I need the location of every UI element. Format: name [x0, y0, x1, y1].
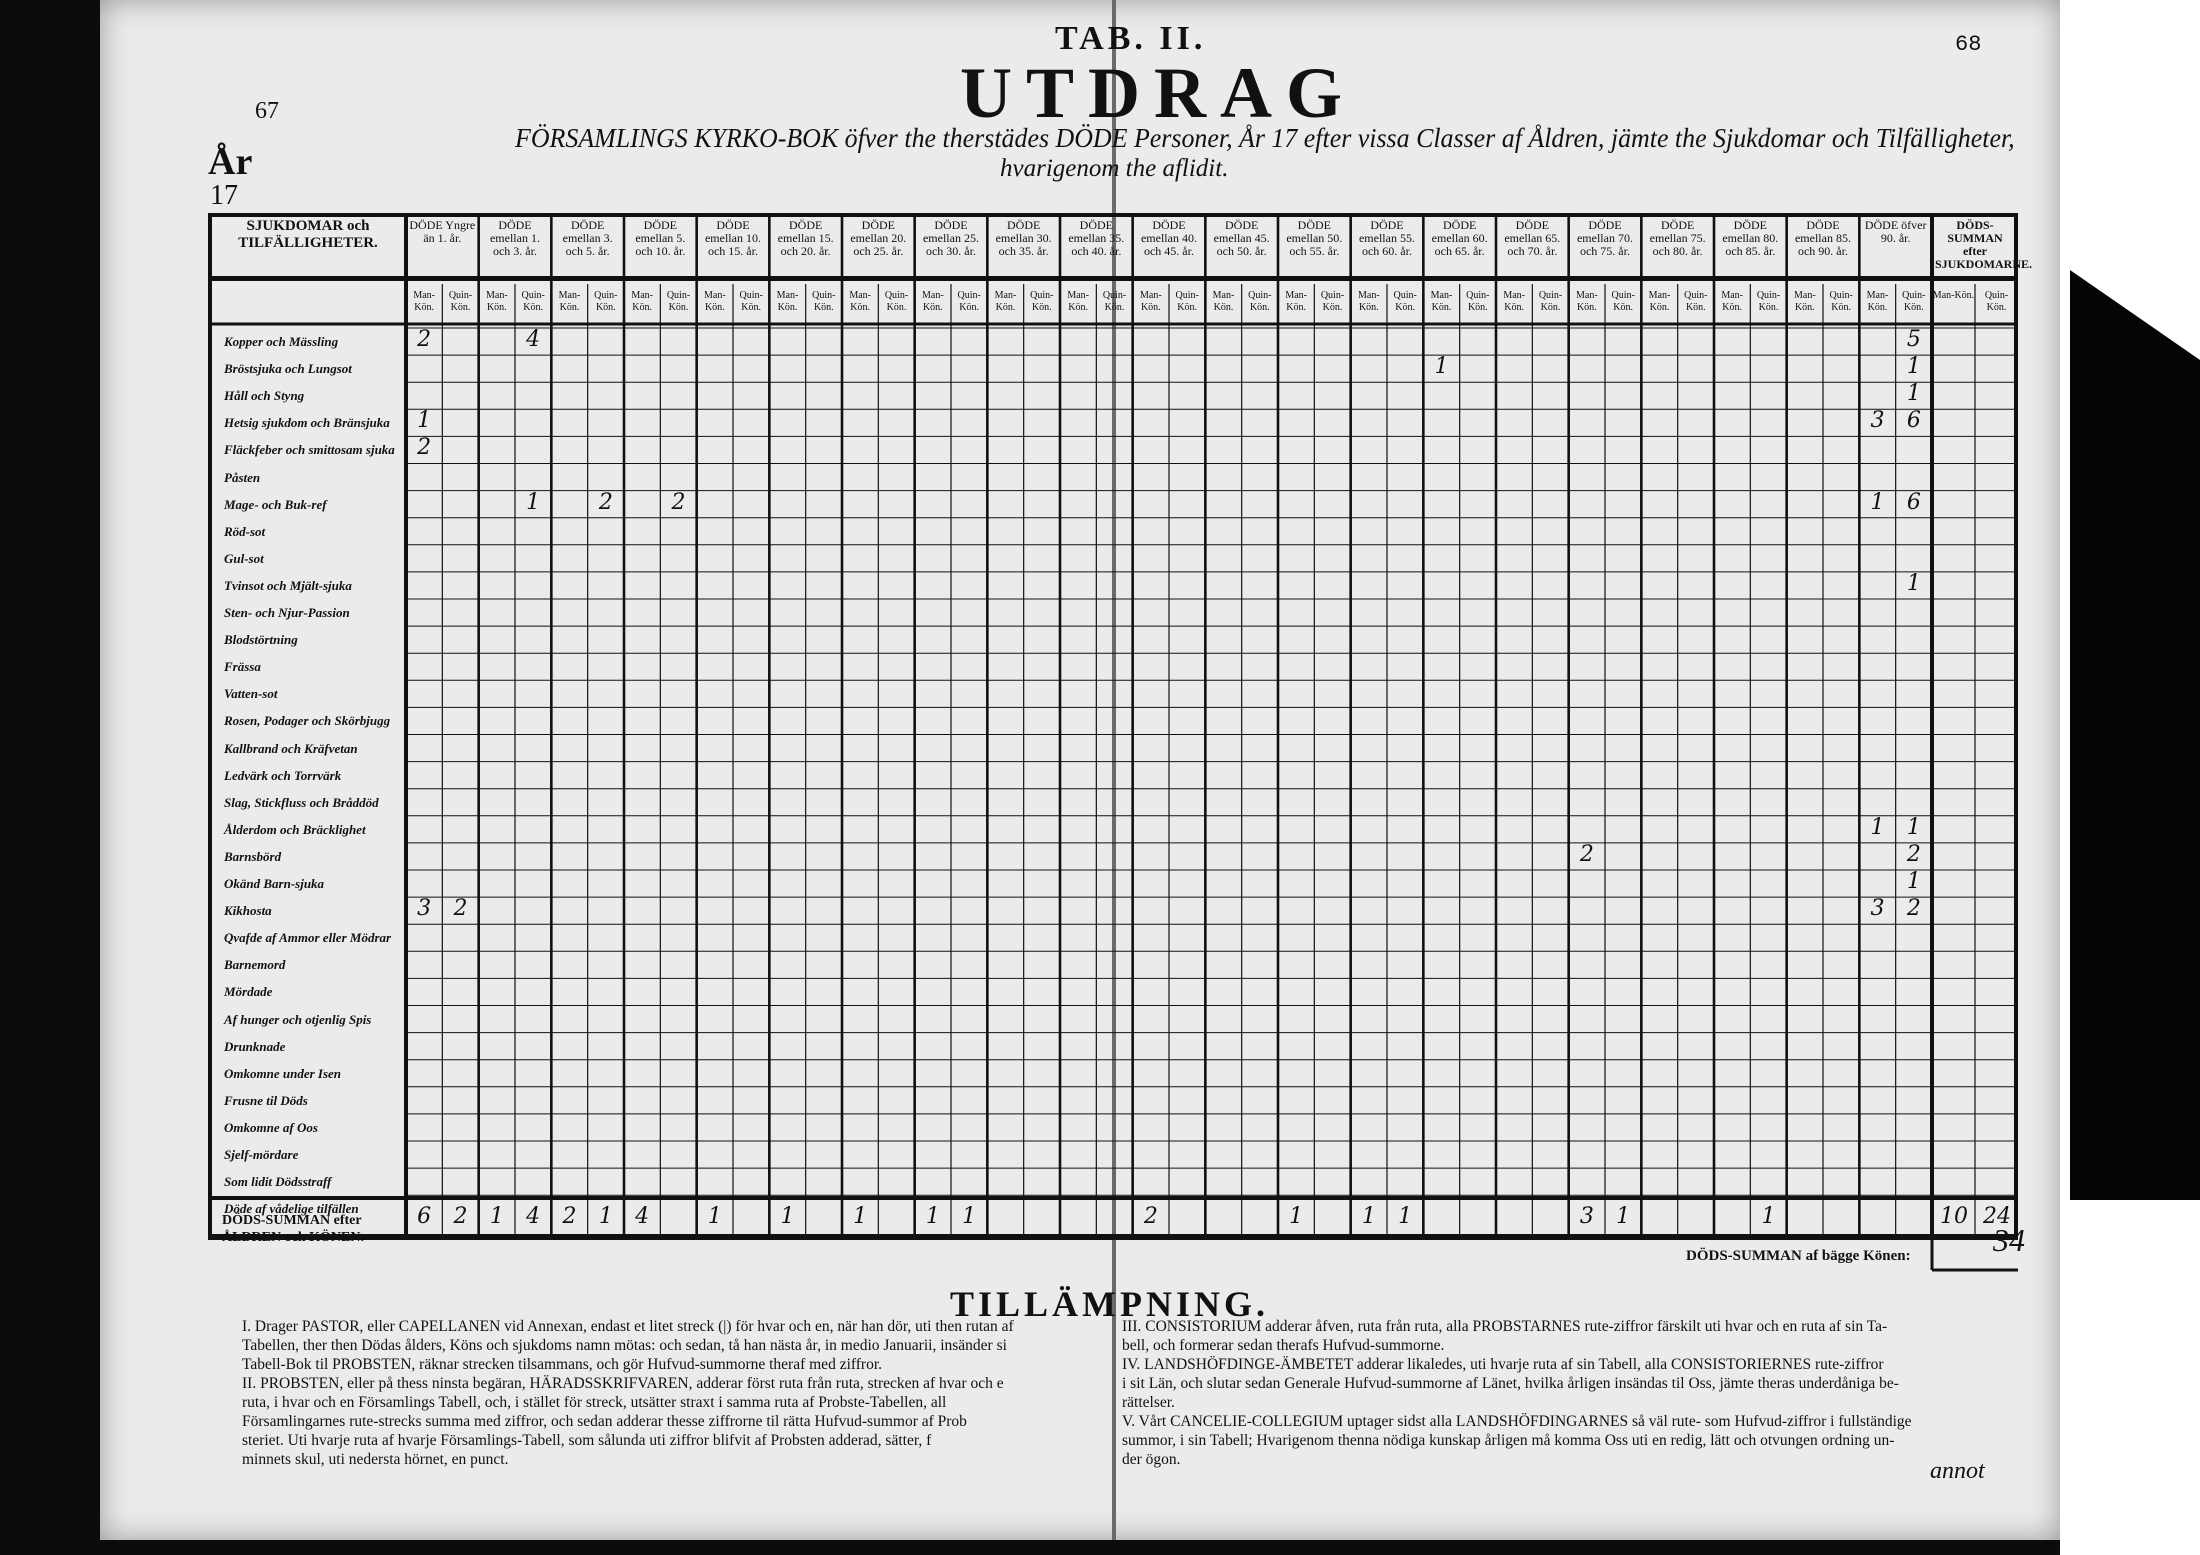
disease-row-label: Vatten-sot	[224, 686, 278, 702]
sex-subheader-female: Quin-Kön.	[521, 290, 545, 313]
cell-entry: 2	[598, 489, 613, 515]
age-column-header: DÖDE emellan 3. och 5. år.	[562, 218, 613, 258]
sex-subheader-male: Man-Kön.	[1357, 290, 1380, 313]
disease-row-label: Bröstsjuka och Lungsot	[224, 361, 352, 377]
column-total-value: 2	[453, 1204, 468, 1229]
sex-subheader-female: Quin-Kön.	[1984, 290, 2009, 313]
cell-entry: 1	[1906, 869, 1921, 894]
disease-row-label: Af hunger och otjenlig Spis	[224, 1011, 372, 1027]
sex-subheader-male: Man-Kön.	[1285, 290, 1307, 313]
disease-row-label: Kopper och Mässling	[224, 334, 339, 349]
sex-subheader-female: Quin-Kön.	[1320, 290, 1345, 313]
cell-entry: 2	[1906, 896, 1921, 922]
disease-row-label: Mage- och Buk-ref	[224, 496, 327, 512]
column-total-value: 2	[1143, 1204, 1158, 1229]
cell-entry: 2	[453, 896, 468, 922]
sex-subheader-female: Quin-Kön.	[1248, 290, 1272, 313]
sum-column-header: DÖDS-SUMMAN efter SJUKDOMARNE.	[1935, 218, 2033, 271]
age-column-header: DÖDE emellan 50. och 55. år.	[1286, 218, 1343, 258]
disease-row-label: Påsten	[224, 469, 261, 485]
column-total-value: 1	[1398, 1204, 1413, 1229]
disease-row-label: Qvafde af Ammor eller Mödrar	[224, 930, 392, 946]
cell-entry: 2	[417, 327, 432, 352]
column-total-value: 6	[417, 1204, 432, 1229]
page-title: UTDRAG	[960, 53, 1357, 133]
disease-column-header: SJUKDOMAR och TILFÄLLIGHETER.	[238, 218, 378, 251]
sex-subheader-male: Man-Kön.	[1866, 290, 1889, 313]
sex-subheader-male: Man-Kön.	[921, 290, 944, 313]
sex-subheader-male: Man-Kön.	[1067, 290, 1089, 313]
table-number: TAB. II.	[1055, 20, 1207, 57]
disease-row-label: Kallbrand och Kräfvetan	[224, 740, 358, 756]
sex-subheader-male: Man-Kön.	[1932, 290, 1975, 301]
sex-subheader-female: Quin-Kön.	[739, 290, 763, 313]
column-total-value: 1	[1616, 1204, 1631, 1229]
age-column-header: DÖDE emellan 1. och 3. år.	[489, 218, 540, 258]
column-total-value: 4	[526, 1204, 541, 1229]
disease-row-label: Frusne til Döds	[224, 1092, 308, 1108]
column-total-value: 1	[707, 1204, 722, 1229]
disease-row-label: Gul-sot	[224, 550, 264, 566]
sex-subheader-female: Quin-Kön.	[1538, 290, 1563, 313]
sex-subheader-male: Man-Kön.	[1503, 290, 1525, 313]
sum-total-male: 10	[1940, 1204, 1968, 1229]
column-total-value: 1	[598, 1204, 613, 1229]
age-column-header: DÖDE emellan 65. och 70. år.	[1504, 218, 1561, 258]
disease-row-label: Sten- och Njur-Passion	[224, 605, 350, 620]
disease-row-label: Som lidit Dödsstraff	[224, 1174, 332, 1190]
disease-row-label: Ålderdom och Bräcklighet	[224, 821, 366, 837]
age-column-header: DÖDE emellan 45. och 50. år.	[1213, 218, 1270, 258]
disease-row-label: Barnemord	[224, 957, 286, 973]
disease-row-label: Kikhosta	[224, 903, 272, 919]
disease-row-label: Omkomne under Isen	[224, 1065, 342, 1081]
cell-entry: 2	[1579, 841, 1594, 867]
year-value: 17	[210, 180, 238, 211]
age-column-header: DÖDE emellan 35. och 40. år.	[1068, 218, 1125, 258]
cell-entry: 1	[1870, 814, 1885, 840]
sex-subheader-male: Man-Kön.	[1212, 290, 1235, 313]
subtitle-line-1: FÖRSAMLINGS KYRKO-BOK öfver the therstädes DÖDE Personer, År 17 efter vissa Classer af Åldren, jämte the Sjukdomar och Tilfälligheter,	[515, 123, 2015, 153]
column-total-value: 1	[925, 1204, 940, 1229]
instruction-line: rättelser.	[1122, 1394, 1175, 1411]
disease-row-label: Rosen, Podager och Skörbjugg	[224, 713, 391, 729]
instruction-line: summor, i sin Tabell; Hvarigenom thenna nödiga kunskap årligen må komma Oss uti en redig, lätt och otvungen ordning un-	[1122, 1432, 1895, 1449]
cell-entry: 3	[417, 896, 432, 922]
age-column-header: DÖDE emellan 75. och 80. år.	[1649, 218, 1706, 258]
age-column-header: DÖDE emellan 10. och 15. år.	[704, 218, 761, 258]
age-column-header: DÖDE emellan 85. och 90. år.	[1794, 218, 1851, 258]
disease-row-label: Okänd Barn-sjuka	[224, 876, 325, 891]
sex-subheader-male: Man-Kön.	[485, 290, 508, 313]
sum-total-female: 24	[1983, 1204, 2011, 1229]
instruction-line: minnets skul, uti nedersta hörnet, en punct.	[242, 1451, 509, 1468]
sex-subheader-female: Quin-Kön.	[1102, 290, 1127, 313]
age-column-header: DÖDE emellan 20. och 25. år.	[850, 218, 907, 258]
sex-subheader-female: Quin-Kön.	[448, 290, 473, 313]
column-total-value: 1	[962, 1204, 977, 1229]
sex-subheader-male: Man-Kön.	[1139, 290, 1162, 313]
age-column-header: DÖDE emellan 5. och 10. år.	[635, 218, 686, 258]
cell-entry: 5	[1906, 327, 1921, 352]
page-number-left: 67	[255, 98, 279, 124]
disease-row-label: Barnsbörd	[224, 848, 282, 864]
disease-row-label: Fläckfeber och smittosam sjuka	[224, 442, 395, 458]
sex-subheader-female: Quin-Kön.	[1902, 290, 1926, 313]
disease-row-label: Slag, Stickfluss och Bråddöd	[224, 794, 379, 810]
age-column-header: DÖDE emellan 55. och 60. år.	[1358, 218, 1415, 258]
sex-subheader-male: Man-Kön.	[1575, 290, 1598, 313]
sex-subheader-male: Man-Kön.	[413, 290, 435, 313]
instruction-line: Tabell-Bok til PROBSTEN, räknar strecken tilsammans, och gör Hufvud-summorne theraf med ziffror.	[242, 1356, 883, 1373]
grand-total-label: DÖDS-SUMMAN af bägge Könen:	[1686, 1248, 1911, 1264]
instruction-line: II. PROBSTEN, eller på thess ninsta begäran, HÄRADSSKRIFVAREN, adderar först ruta från ruta, strecken af hvar och e	[242, 1375, 1004, 1392]
disease-row-label: Röd-sot	[224, 523, 266, 539]
sex-subheader-male: Man-Kön.	[849, 290, 871, 313]
sex-subheader-male: Man-Kön.	[776, 290, 799, 313]
disease-row-label: Hetsig sjukdom och Bränsjuka	[224, 415, 390, 431]
sex-subheader-male: Man-Kön.	[558, 290, 581, 313]
age-column-header: DÖDE emellan 40. och 45. år.	[1140, 218, 1197, 258]
instruction-line: V. Vårt CANCELIE-COLLEGIUM uptager sidst alla LANDSHÖFDINGARNES så väl rute- som Hufvud-ziffror i fullständige	[1122, 1413, 1912, 1430]
disease-row-label: Ledvärk och Torrvärk	[224, 767, 342, 783]
disease-row-label: Blodstörtning	[224, 632, 298, 648]
disease-row-label: Tvinsot och Mjält-sjuka	[224, 577, 352, 593]
age-column-header: DÖDE emellan 30. och 35. år.	[995, 218, 1052, 258]
sex-subheader-female: Quin-Kön.	[1393, 290, 1417, 313]
instruction-line: ruta, i hvar och en Församlings Tabell, och, i stället för streck, utsätter straxt i samma ruta af Probste-Tabellen, all	[242, 1394, 947, 1411]
cell-entry: 1	[1906, 570, 1921, 596]
cell-entry: 2	[671, 489, 686, 515]
cell-entry: 1	[1434, 354, 1449, 380]
sex-subheader-female: Quin-Kön.	[1466, 290, 1490, 313]
instruction-line: Tabellen, ther then Dödas ålders, Köns och sjukdoms namn mötas: och sedan, tå han nästa år, in medio Januarii, insänder si	[242, 1337, 1007, 1354]
column-total-value: 1	[489, 1204, 504, 1229]
page-number-right: 68	[1955, 32, 1982, 57]
cell-entry: 6	[1906, 408, 1921, 434]
sex-subheader-female: Quin-Kön.	[884, 290, 909, 313]
column-total-value: 2	[562, 1204, 577, 1229]
age-column-header: DÖDE emellan 15. och 20. år.	[777, 218, 834, 258]
sex-subheader-female: Quin-Kön.	[1611, 290, 1635, 313]
sex-subheader-female: Quin-Kön.	[957, 290, 981, 313]
disease-row-label: Drunknade	[224, 1038, 286, 1054]
cell-entry: 1	[1870, 489, 1885, 515]
sex-subheader-female: Quin-Kön.	[1175, 290, 1199, 313]
sex-subheader-male: Man-Kön.	[1430, 290, 1453, 313]
sex-subheader-female: Quin-Kön.	[1756, 290, 1781, 313]
column-total-value: 1	[780, 1204, 795, 1229]
column-total-value: 3	[1579, 1204, 1594, 1229]
age-column-header: DÖDE Yngre än 1. år.	[409, 218, 476, 245]
instruction-line: bell, och formerar sedan therafs Hufvud-summorne.	[1122, 1337, 1445, 1354]
age-column-header: DÖDE öfver 90. år.	[1864, 218, 1927, 245]
age-column-header: DÖDE emellan 70. och 75. år.	[1576, 218, 1633, 258]
instruction-line: I. Drager PASTOR, eller CAPELLANEN vid Annexan, endast et litet streck (|) för hvar och en, när han dör, uti then rutan af	[242, 1318, 1014, 1335]
instruction-line: i sit Län, och slutar sedan Generale Hufvud-summorne af Länet, hvilka årligen insändas til Oss, jämte theras underdåniga be-	[1122, 1375, 1899, 1392]
sex-subheader-male: Man-Kön.	[1793, 290, 1816, 313]
cell-entry: 6	[1906, 489, 1921, 515]
sex-subheader-female: Quin-Kön.	[666, 290, 691, 313]
sex-subheader-male: Man-Kön.	[994, 290, 1017, 313]
cell-entry: 1	[1906, 814, 1921, 840]
year-label: År	[208, 141, 253, 183]
sex-subheader-female: Quin-Kön.	[594, 290, 618, 313]
age-column-header: DÖDE emellan 60. och 65. år.	[1431, 218, 1488, 258]
age-column-header: DÖDE emellan 80. och 85. år.	[1722, 218, 1779, 258]
disease-row-label: Mördade	[224, 984, 273, 1000]
sex-subheader-male: Man-Kön.	[703, 290, 726, 313]
sex-subheader-female: Quin-Kön.	[1030, 290, 1054, 313]
age-column-header: DÖDE emellan 25. och 30. år.	[922, 218, 979, 258]
sex-subheader-male: Man-Kön.	[1721, 290, 1743, 313]
cell-entry: 3	[1870, 408, 1885, 434]
cell-entry: 1	[417, 408, 432, 434]
column-total-value: 1	[1361, 1204, 1376, 1229]
instruction-line: der ögon.	[1122, 1451, 1181, 1468]
instruction-line: steriet. Uti hvarje ruta af hvarje Församlings-Tabell, som sålunda uti ziffror blifvit af Probsten adderad, sätter, f	[242, 1432, 932, 1449]
disease-row-label: Frässa	[224, 659, 261, 675]
sex-subheader-male: Man-Kön.	[1648, 290, 1671, 313]
cell-entry: 1	[1906, 381, 1921, 407]
totals-row-label: DÖDS-SUMMAN efter ÅLDREN och KÖNEN.	[222, 1213, 364, 1245]
instruction-line: Församlingarnes rute-strecks summa med ziffror, och sedan adderar thesse ziffrorne til rätta Hufvud-summor af Prob	[242, 1413, 967, 1430]
cell-entry: 4	[526, 327, 541, 352]
column-total-value: 1	[1761, 1204, 1776, 1229]
column-total-value: 1	[853, 1204, 868, 1229]
sex-subheader-male: Man-Kön.	[631, 290, 653, 313]
column-total-value: 4	[635, 1204, 650, 1229]
disease-row-label: Håll och Styng	[224, 388, 305, 404]
disease-row-label: Sjelf-mördare	[224, 1147, 299, 1162]
handwritten-annotation: annot	[1930, 1458, 1985, 1484]
column-total-value: 1	[1289, 1204, 1304, 1229]
cell-entry: 1	[526, 489, 541, 515]
cell-entry: 3	[1870, 896, 1885, 922]
disease-row-label: Omkomne af Oos	[224, 1119, 318, 1135]
cell-entry: 1	[1906, 354, 1921, 380]
grand-total-value: 34	[1993, 1222, 2025, 1258]
subtitle-line-2: hvarigenom the aflidit.	[1000, 155, 1229, 182]
cell-entry: 2	[1906, 841, 1921, 867]
sex-subheader-female: Quin-Kön.	[1829, 290, 1853, 313]
cell-entry: 2	[417, 435, 432, 461]
sex-subheader-female: Quin-Kön.	[812, 290, 836, 313]
instruction-line: IV. LANDSHÖFDINGE-ÄMBETET adderar likaledes, uti hvarje ruta af sin Tabell, alla CONSISTORIERNES rute-ziffror	[1122, 1356, 1884, 1373]
disease-row-label: Döde af vådelige tilfällen	[224, 1201, 359, 1217]
instructions-title: TILLÄMPNING.	[950, 1284, 1270, 1324]
sex-subheader-female: Quin-Kön.	[1684, 290, 1708, 313]
instruction-line: III. CONSISTORIUM adderar åfven, ruta från ruta, alla PROBSTARNES rute-ziffror färskilt uti hvar och en ruta af sin Ta-	[1122, 1318, 1888, 1335]
